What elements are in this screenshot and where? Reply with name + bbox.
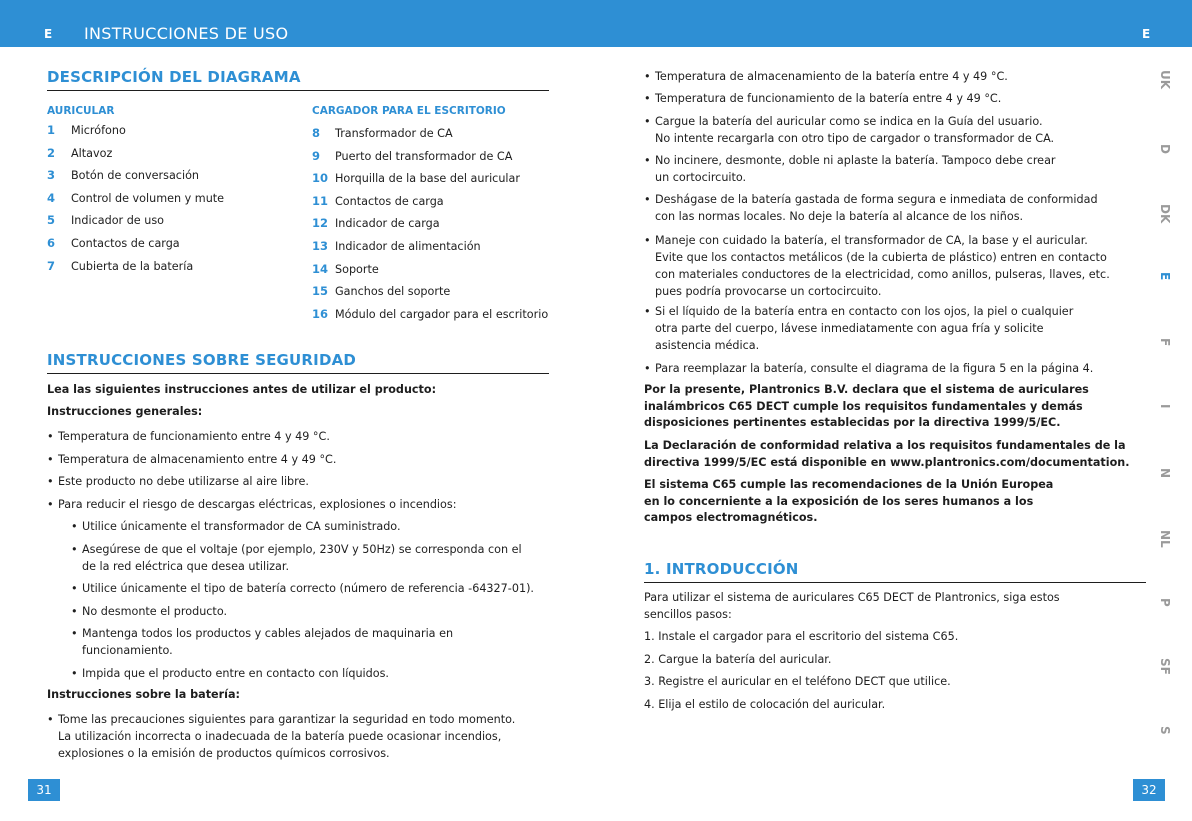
step-item: 1. Instale el cargador para el escritorio del sistema C65. <box>644 630 959 643</box>
item-number: 8 <box>312 126 321 140</box>
item-label: Indicador de carga <box>335 217 440 231</box>
list-item: • Mantenga todos los productos y cables alejados de maquinaria en funcionamiento. <box>71 627 454 657</box>
list-item <box>47 191 224 205</box>
list-item: • Temperatura de almacenamiento entre 4 y 49 °C. <box>47 453 337 466</box>
list-item: • Asegúrese de que el voltaje (por ejemplo, 230V y 50Hz) se corresponda con el de la red eléctrica que desea utilizar. <box>71 543 522 573</box>
language-code-left: E <box>44 27 53 41</box>
list-item: • Utilice únicamente el transformador de CA suministrado. <box>71 520 401 533</box>
language-tab-s[interactable]: S <box>1158 726 1172 735</box>
item-number: 15 <box>312 284 329 299</box>
item-label: Indicador de uso <box>71 214 165 228</box>
item-label: Botón de conversación <box>71 169 200 183</box>
headset-heading: AURICULAR <box>47 105 115 117</box>
list-item <box>312 171 520 185</box>
item-label: Transformador de CA <box>335 127 453 140</box>
list-item: • Temperatura de funcionamiento de la batería entre 4 y 49 °C. <box>644 92 1002 105</box>
language-tab-d[interactable]: D <box>1158 144 1172 154</box>
list-item: • Cargue la batería del auricular como se indica en la Guía del usuario. No intente recargarla con otro tipo de cargador o transformador de CA. <box>644 115 1055 145</box>
item-label: Soporte <box>335 262 379 276</box>
list-item <box>312 149 512 163</box>
header-bar <box>0 0 1192 47</box>
item-number: 7 <box>47 258 56 273</box>
list-item <box>312 284 450 298</box>
introduction-section-title: 1. INTRODUCCIÓN <box>644 560 1146 583</box>
item-label: Ganchos del soporte <box>335 285 451 299</box>
list-item: • Este producto no debe utilizarse al aire libre. <box>47 475 309 488</box>
list-item: • Utilice únicamente el tipo de batería correcto (número de referencia -64327-01). <box>71 582 534 595</box>
language-tab-n[interactable]: N <box>1158 468 1172 479</box>
declaration-availability: La Declaración de conformidad relativa a los requisitos fundamentales de la directiva 1999/5/EC está disponible en www.plantronics.com/documentation. <box>644 439 1130 469</box>
language-tab-dk[interactable]: DK <box>1158 204 1172 224</box>
item-number: 9 <box>312 148 321 163</box>
item-number: 14 <box>312 261 329 276</box>
list-item: • Temperatura de almacenamiento de la batería entre 4 y 49 °C. <box>644 70 1008 83</box>
list-item <box>312 126 453 140</box>
item-label: Horquilla de la base del auricular <box>335 172 520 186</box>
step-item: 4. Elija el estilo de colocación del auricular. <box>644 698 886 711</box>
item-number: 12 <box>312 216 329 231</box>
item-number: 5 <box>47 213 56 228</box>
list-item: • Tome las precauciones siguientes para garantizar la seguridad en todo momento. La utilización incorrecta o inadecuada de la batería puede ocasionar incendios, explosiones o la emisión de productos químicos corrosivos. <box>47 713 516 760</box>
list-item: • Temperatura de funcionamiento entre 4 y 49 °C. <box>47 430 330 443</box>
language-code-right: E <box>1142 27 1151 41</box>
charger-heading: CARGADOR PARA EL ESCRITORIO <box>312 105 506 117</box>
language-tab-uk[interactable]: UK <box>1158 70 1172 90</box>
item-label: Control de volumen y mute <box>71 191 225 205</box>
page-number-left: 31 <box>28 779 60 801</box>
item-number: 3 <box>47 168 56 183</box>
battery-instructions-heading: Instrucciones sobre la batería: <box>47 688 241 701</box>
item-label: Altavoz <box>71 146 113 160</box>
item-number: 13 <box>312 239 329 253</box>
language-tab-sf[interactable]: SF <box>1158 658 1172 675</box>
step-item: 2. Cargue la batería del auricular. <box>644 653 832 666</box>
language-tab-e[interactable]: E <box>1158 272 1172 281</box>
item-number: 11 <box>312 193 329 208</box>
item-label: Indicador de alimentación <box>335 240 481 253</box>
list-item <box>47 146 112 160</box>
item-label: Contactos de carga <box>335 194 444 208</box>
list-item: • Para reemplazar la batería, consulte el diagrama de la figura 5 en la página 4. <box>644 362 1094 375</box>
emf-compliance-statement: El sistema C65 cumple las recomendaciones de la Unión Europea en lo concerniente a la exposición de los seres humanos a los campos electromagnéticos. <box>644 478 1054 524</box>
introduction-text: Para utilizar el sistema de auriculares C65 DECT de Plantronics, siga estos sencillos pasos: <box>644 591 1060 621</box>
list-item <box>312 239 481 253</box>
item-number: 2 <box>47 145 56 160</box>
language-tab-p[interactable]: P <box>1158 598 1172 607</box>
list-item <box>47 236 180 250</box>
list-item <box>312 262 379 276</box>
item-number: 4 <box>47 190 56 205</box>
list-item: • Deshágase de la batería gastada de forma segura e inmediata de conformidad con las normas locales. No deje la batería al alcance de los niños. <box>644 193 1098 223</box>
language-tab-f[interactable]: F <box>1158 338 1172 347</box>
diagram-section-title: DESCRIPCIÓN DEL DIAGRAMA <box>47 68 549 91</box>
item-number: 1 <box>47 123 56 137</box>
step-item: 3. Registre el auricular en el teléfono DECT que utilice. <box>644 675 951 688</box>
list-item: • Maneje con cuidado la batería, el transformador de CA, la base y el auricular. Evite que los contactos metálicos (de la cubierta de plástico) entren en contacto con materiales conductores de la electricidad, como anillos, pulseras, llaves, etc. pues podría provocarse un cortocircuito. <box>644 234 1110 298</box>
item-number: 16 <box>312 306 329 321</box>
language-tab-i[interactable]: I <box>1158 404 1172 409</box>
item-label: Contactos de carga <box>71 237 180 250</box>
language-tab-nl[interactable]: NL <box>1158 530 1172 548</box>
list-item: • Para reducir el riesgo de descargas eléctricas, explosiones o incendios: <box>47 498 457 511</box>
item-number: 6 <box>47 236 56 250</box>
item-label: Módulo del cargador para el escritorio <box>335 307 549 321</box>
safety-intro: Lea las siguientes instrucciones antes de utilizar el producto: <box>47 383 437 396</box>
list-item: • Impida que el producto entre en contacto con líquidos. <box>71 667 389 680</box>
list-item <box>312 194 444 208</box>
list-item <box>312 216 440 230</box>
list-item <box>47 123 126 137</box>
list-item <box>47 259 193 273</box>
item-label: Puerto del transformador de CA <box>335 149 513 163</box>
page-title: INSTRUCCIONES DE USO <box>84 24 289 43</box>
list-item: • Si el líquido de la batería entra en contacto con los ojos, la piel o cualquier otra parte del cuerpo, lávese inmediatamente con agua fría y solicite asistencia médica. <box>644 305 1074 352</box>
declaration-conformity: Por la presente, Plantronics B.V. declara que el sistema de auriculares inalámbricos C65 DECT cumple los requisitos fundamentales y demás disposiciones pertinentes establecidas por la directiva 1999/5/EC. <box>644 383 1089 429</box>
item-label: Micrófono <box>71 124 126 137</box>
list-item <box>47 168 199 182</box>
item-number: 10 <box>312 171 329 186</box>
list-item <box>312 307 548 321</box>
safety-section-title: INSTRUCCIONES SOBRE SEGURIDAD <box>47 351 549 374</box>
page-number-right: 32 <box>1133 779 1165 801</box>
list-item <box>47 213 164 227</box>
item-label: Cubierta de la batería <box>71 259 194 273</box>
general-instructions-heading: Instrucciones generales: <box>47 405 203 418</box>
list-item: • No desmonte el producto. <box>71 605 228 618</box>
list-item: • No incinere, desmonte, doble ni aplaste la batería. Tampoco debe crear un cortocircuito. <box>644 154 1056 184</box>
